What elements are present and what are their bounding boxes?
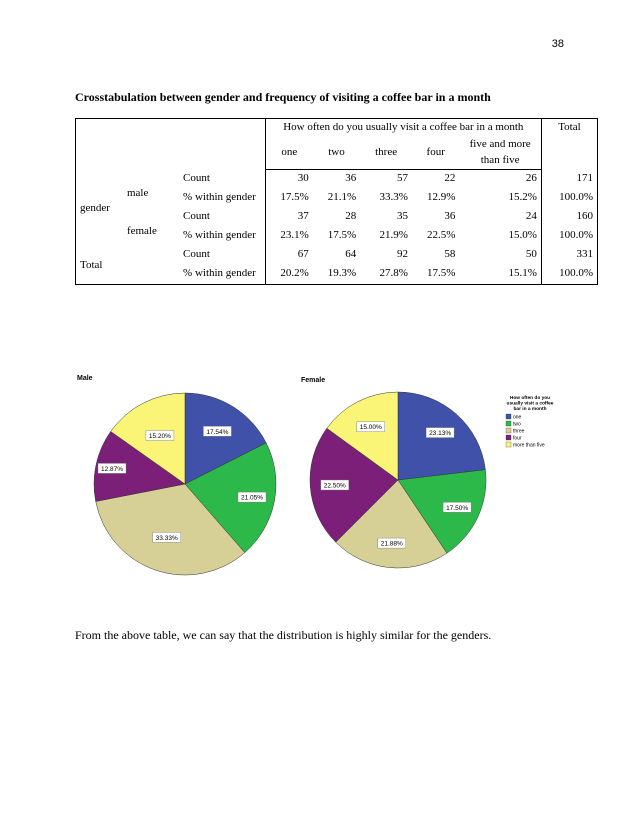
pie-slice-label	[153, 532, 181, 542]
table-cell: 57	[396, 172, 408, 184]
table-cell: 21.1%	[327, 191, 357, 203]
svg-text:12.87%: 12.87%	[100, 465, 124, 473]
legend-swatch	[506, 421, 511, 426]
col-header-two: two	[313, 135, 360, 170]
table-cell: 33.3%	[379, 191, 408, 203]
pie-slice-label	[357, 422, 385, 432]
pie-slice-label	[321, 480, 349, 490]
pie-slice-label	[98, 463, 126, 473]
table-cell: 12.9%	[427, 191, 456, 203]
pie-charts-svg	[75, 370, 565, 600]
row-label: % within gender	[179, 262, 265, 284]
group-label-female: female	[126, 225, 157, 237]
table-cell: 17.5%	[327, 229, 357, 241]
total-header: Total	[541, 119, 597, 170]
svg-text:bar in a month: bar in a month	[513, 407, 547, 412]
group-label-male: male	[126, 186, 149, 199]
table-cell: 92	[396, 248, 408, 260]
table-cell: 67	[297, 248, 309, 260]
svg-text:17.50%: 17.50%	[446, 504, 469, 512]
table-cell: 100.0%	[541, 224, 597, 246]
row-label: Count	[179, 246, 265, 262]
pie-legend	[506, 395, 554, 448]
legend-entry: four	[513, 435, 522, 442]
col-header-three: three	[360, 135, 412, 170]
table-cell: 64	[345, 248, 357, 260]
table-cell: 22	[444, 172, 456, 184]
legend-swatch	[506, 414, 511, 419]
table-cell: 22.5%	[427, 229, 456, 241]
table-cell: 100.0%	[541, 186, 597, 208]
table-cell: 50	[525, 248, 537, 260]
table-cell: 36	[444, 210, 456, 222]
table-cell: 21.9%	[379, 229, 408, 241]
pie-slice-label	[443, 502, 471, 512]
table-cell: 24	[525, 210, 537, 222]
svg-text:usually visit a coffee: usually visit a coffee	[506, 401, 554, 407]
pie-slice-label	[203, 426, 231, 436]
svg-text:22.50%: 22.50%	[323, 482, 346, 490]
table-cell: 23.1%	[280, 229, 309, 241]
row-group-label: gender	[76, 170, 123, 247]
legend-entry: one	[513, 414, 522, 421]
table-cell: 15.1%	[459, 262, 541, 284]
question-header: How often do you usually visit a coffee bar in a month	[265, 119, 541, 136]
svg-text:How often do you: How often do you	[509, 396, 551, 401]
table-cell: 58	[444, 248, 456, 260]
table-cell: 171	[541, 170, 597, 187]
table-cell: 17.5%	[412, 262, 459, 284]
table-cell: 15.0%	[508, 229, 537, 241]
table-cell: 35	[396, 210, 408, 222]
legend-entry: two	[513, 421, 521, 428]
total-row-label: Total	[76, 246, 180, 284]
crosstab-table	[75, 118, 598, 285]
svg-text:21.05%: 21.05%	[240, 494, 264, 502]
table-cell: 30	[297, 172, 309, 184]
legend-entry: three	[513, 428, 525, 435]
svg-text:23.13%: 23.13%	[429, 430, 452, 438]
table-cell: 36	[345, 172, 357, 184]
legend-entry: more than five	[513, 442, 545, 449]
svg-text:15.20%: 15.20%	[148, 433, 171, 440]
header-corner	[76, 119, 266, 170]
legend-swatch	[506, 435, 511, 440]
table-cell: 17.5%	[280, 191, 309, 203]
svg-text:33.33%: 33.33%	[155, 534, 178, 542]
legend-swatch	[506, 428, 511, 433]
row-label: Count	[179, 170, 265, 187]
svg-text:17.54%: 17.54%	[206, 428, 229, 436]
table-cell: 15.2%	[508, 191, 537, 203]
table-cell: 27.8%	[360, 262, 412, 284]
row-label: % within gender	[179, 224, 265, 246]
table-cell: 37	[297, 210, 309, 222]
legend-swatch	[506, 442, 511, 447]
table-cell: 100.0%	[541, 262, 597, 284]
pie-slice-label	[426, 428, 454, 438]
col-header-five-plus: five and more than five	[459, 135, 541, 170]
table-cell: 28	[345, 210, 357, 222]
svg-text:15.00%: 15.00%	[359, 424, 382, 432]
pie-title: Female	[301, 377, 326, 384]
page-number: 38	[551, 38, 564, 50]
pie-title: Male	[77, 375, 93, 382]
table-title: Crosstabulation between gender and frequency of visiting a coffee bar in a month	[75, 90, 491, 104]
table-cell: 19.3%	[313, 262, 360, 284]
table-cell: 331	[541, 246, 597, 262]
svg-text:21.88%: 21.88%	[380, 540, 403, 548]
col-header-four: four	[412, 135, 459, 170]
pie-slice-label	[238, 492, 266, 502]
row-label: % within gender	[179, 186, 265, 208]
row-label: Count	[179, 208, 265, 224]
pie-slice-label	[146, 431, 174, 441]
table-cell: 20.2%	[265, 262, 312, 284]
col-header-one: one	[265, 135, 312, 170]
pie-slice-label	[378, 538, 406, 548]
table-cell: 160	[541, 208, 597, 224]
footer-text: From the above table, we can say that the distribution is highly similar for the genders.	[75, 628, 492, 642]
table-cell: 26	[525, 172, 537, 184]
pie-charts	[75, 370, 565, 605]
